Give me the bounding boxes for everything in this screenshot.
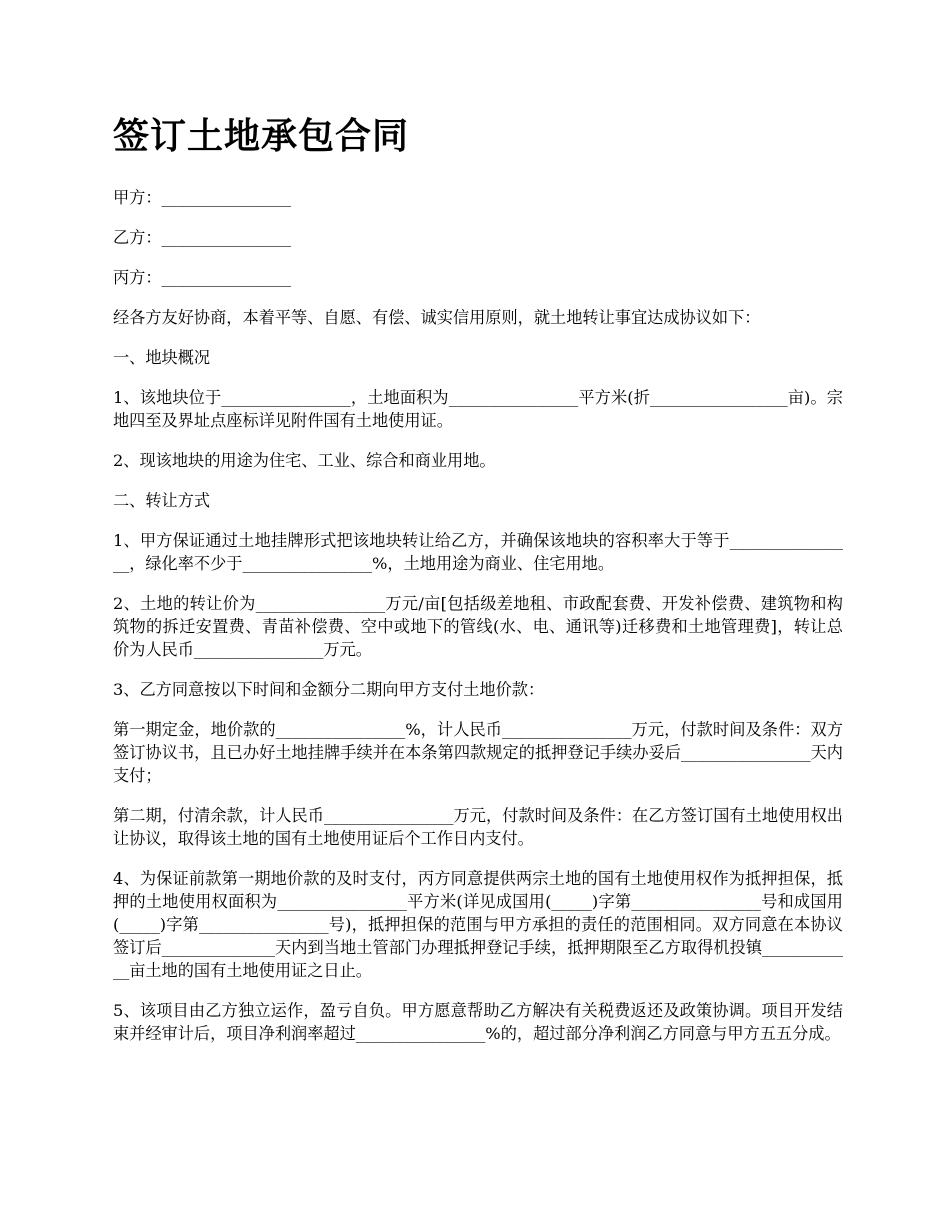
clause-2-2: 2、土地的转让价为________________万元/亩[包括级差地租、市政配套费、开发补偿费、建筑物和构筑物的拆迁安置费、青苗补偿费、空中或地下的管线(水、电、通讯等)迁移费和土地管理费]，转让总价为人民币________________万元。 [113,594,843,659]
clause-2-5: 5、该项目由乙方独立运作，盈亏自负。甲方愿意帮助乙方解决有关税费返还及政策协调。项目开发结束并经审计后，项目净利润率超过________________%的，超过部分净利润乙方同意与甲方五五分成。 [113,1001,843,1043]
section-heading-2: 二、转让方式 [113,491,211,510]
document-page [113,112,843,1062]
clause-1-1: 1、该地块位于________________，土地面积为________________平方米(折_________________亩)。宗地四至及界址点座标详见附件国有土地使用证。 [113,388,843,430]
party-b-line: 乙方：________________ [113,228,292,247]
clause-2-3: 3、乙方同意按以下时间和金额分二期向甲方支付土地价款： [113,680,545,699]
clause-2-1: 1、甲方保证通过土地挂牌形式把该地块转让给乙方，并确保该地块的容积率大于等于________________，绿化率不少于________________%，土地用途为商业、住宅用地。 [113,531,843,573]
document-title: 签订土地承包合同 [113,115,410,157]
preamble: 经各方友好协商，本着平等、自愿、有偿、诚实信用原则，就土地转让事宜达成协议如下： [113,308,761,327]
section-heading-1: 一、地块概况 [113,348,211,367]
clause-2-4: 4、为保证前款第一期地价款的及时支付，丙方同意提供两宗土地的国有土地使用权作为抵押担保，抵押的土地使用权面积为________________平方米(详见成国用(_____)字第________________号和成国用(_____)字第________________号)，抵押担保的范围与甲方承担的责任的范围相同。双方同意在本协议签订后______________天内到当地土管部门办理抵押登记手续，抵押期限至乙方取得机投镇____________亩土地的国有土地使用证之日止。 [113,869,843,980]
party-a-line: 甲方：________________ [113,188,292,207]
clause-1-2: 2、现该地块的用途为住宅、工业、综合和商业用地。 [113,451,496,470]
party-c-line: 丙方：________________ [113,268,292,287]
payment-phase-2: 第二期，付清余款，计人民币________________万元，付款时间及条件：在乙方签订国有土地使用权出让协议，取得该土地的国有土地使用证后个工作日内支付。 [113,806,843,848]
payment-phase-1: 第一期定金，地价款的________________%，计人民币________________万元，付款时间及条件：双方签订协议书，且已办好土地挂牌手续并在本条第四款规定的抵押登记手续办妥后________________天内支付； [113,720,843,785]
